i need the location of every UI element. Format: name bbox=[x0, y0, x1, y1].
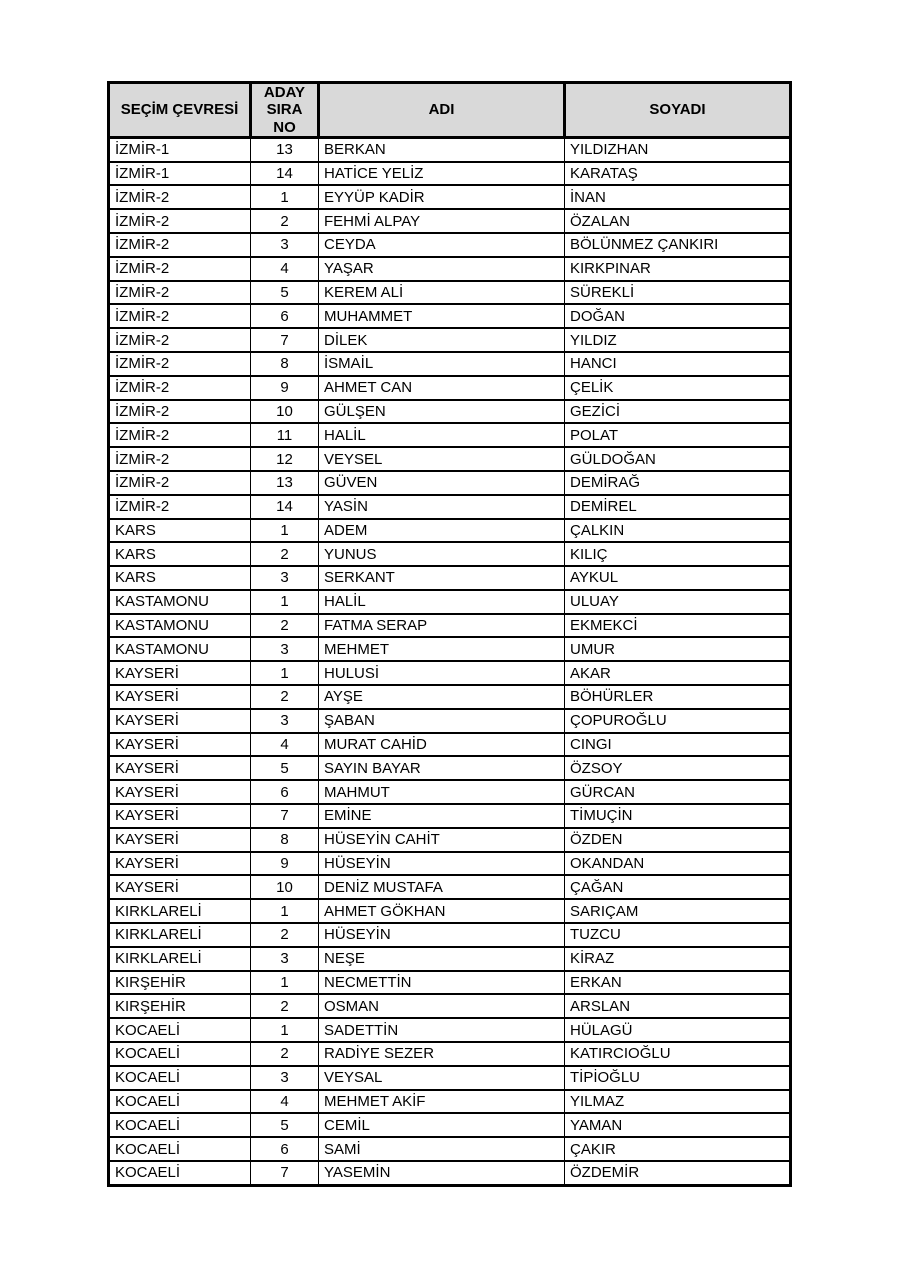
surname-cell: AKAR bbox=[565, 661, 791, 685]
header-row bbox=[109, 83, 791, 138]
district-cell: KAYSERİ bbox=[109, 852, 251, 876]
district-cell: KARS bbox=[109, 566, 251, 590]
name-cell: AHMET CAN bbox=[319, 376, 565, 400]
table-row bbox=[109, 519, 791, 543]
table-row bbox=[109, 1113, 791, 1137]
name-cell: YAŞAR bbox=[319, 257, 565, 281]
name-cell: OSMAN bbox=[319, 994, 565, 1018]
surname-cell: YILMAZ bbox=[565, 1090, 791, 1114]
order-no-cell: 5 bbox=[251, 281, 319, 305]
table-row bbox=[109, 257, 791, 281]
table-row bbox=[109, 923, 791, 947]
district-cell: KAYSERİ bbox=[109, 661, 251, 685]
district-cell: KIRŞEHİR bbox=[109, 971, 251, 995]
name-cell: YASİN bbox=[319, 495, 565, 519]
name-cell: BERKAN bbox=[319, 137, 565, 161]
district-cell: KAYSERİ bbox=[109, 828, 251, 852]
surname-cell: AYKUL bbox=[565, 566, 791, 590]
district-cell: KOCAELİ bbox=[109, 1066, 251, 1090]
order-no-cell: 10 bbox=[251, 400, 319, 424]
table-row bbox=[109, 733, 791, 757]
name-cell: SADETTİN bbox=[319, 1018, 565, 1042]
district-cell: KASTAMONU bbox=[109, 614, 251, 638]
order-no-cell: 6 bbox=[251, 780, 319, 804]
order-no-cell: 7 bbox=[251, 328, 319, 352]
surname-cell: KATIRCIOĞLU bbox=[565, 1042, 791, 1066]
surname-cell: OKANDAN bbox=[565, 852, 791, 876]
order-no-cell: 14 bbox=[251, 495, 319, 519]
order-no-cell: 2 bbox=[251, 209, 319, 233]
name-cell: HÜSEYİN bbox=[319, 923, 565, 947]
district-cell: İZMİR-2 bbox=[109, 423, 251, 447]
table-row bbox=[109, 947, 791, 971]
order-no-cell: 3 bbox=[251, 947, 319, 971]
surname-cell: ARSLAN bbox=[565, 994, 791, 1018]
surname-cell: TİPİOĞLU bbox=[565, 1066, 791, 1090]
name-cell: GÜVEN bbox=[319, 471, 565, 495]
table-row bbox=[109, 162, 791, 186]
order-no-cell: 7 bbox=[251, 1161, 319, 1185]
table-row bbox=[109, 304, 791, 328]
name-cell: RADİYE SEZER bbox=[319, 1042, 565, 1066]
surname-cell: DEMİRAĞ bbox=[565, 471, 791, 495]
table-row bbox=[109, 352, 791, 376]
surname-cell: TİMUÇİN bbox=[565, 804, 791, 828]
district-cell: İZMİR-2 bbox=[109, 376, 251, 400]
order-no-cell: 8 bbox=[251, 828, 319, 852]
table-row bbox=[109, 423, 791, 447]
order-no-cell: 1 bbox=[251, 1018, 319, 1042]
table-row bbox=[109, 994, 791, 1018]
surname-cell: ÇAKIR bbox=[565, 1137, 791, 1161]
table-row bbox=[109, 233, 791, 257]
table-row bbox=[109, 495, 791, 519]
surname-cell: BÖLÜNMEZ ÇANKIRI bbox=[565, 233, 791, 257]
surname-cell: SARIÇAM bbox=[565, 899, 791, 923]
column-header-adi: ADI bbox=[319, 83, 565, 138]
order-no-cell: 12 bbox=[251, 447, 319, 471]
district-cell: KAYSERİ bbox=[109, 875, 251, 899]
table-row bbox=[109, 209, 791, 233]
table-row bbox=[109, 1018, 791, 1042]
name-cell: GÜLŞEN bbox=[319, 400, 565, 424]
order-no-cell: 11 bbox=[251, 423, 319, 447]
surname-cell: YILDIZHAN bbox=[565, 137, 791, 161]
district-cell: KAYSERİ bbox=[109, 756, 251, 780]
name-cell: CEMİL bbox=[319, 1113, 565, 1137]
surname-cell: İNAN bbox=[565, 185, 791, 209]
table-row bbox=[109, 828, 791, 852]
surname-cell: ÖZALAN bbox=[565, 209, 791, 233]
surname-cell: ERKAN bbox=[565, 971, 791, 995]
table-row bbox=[109, 1161, 791, 1185]
district-cell: KASTAMONU bbox=[109, 590, 251, 614]
surname-cell: POLAT bbox=[565, 423, 791, 447]
name-cell: FATMA SERAP bbox=[319, 614, 565, 638]
name-cell: MEHMET AKİF bbox=[319, 1090, 565, 1114]
name-cell: HATİCE YELİZ bbox=[319, 162, 565, 186]
name-cell: VEYSAL bbox=[319, 1066, 565, 1090]
surname-cell: ÇALKIN bbox=[565, 519, 791, 543]
order-no-cell: 1 bbox=[251, 899, 319, 923]
name-cell: DİLEK bbox=[319, 328, 565, 352]
table-row bbox=[109, 1090, 791, 1114]
surname-cell: CINGI bbox=[565, 733, 791, 757]
name-cell: EMİNE bbox=[319, 804, 565, 828]
order-no-cell: 1 bbox=[251, 519, 319, 543]
surname-cell: BÖHÜRLER bbox=[565, 685, 791, 709]
column-header-aday-sira-no: ADAY SIRA NO bbox=[251, 83, 319, 138]
district-cell: KASTAMONU bbox=[109, 637, 251, 661]
table-row bbox=[109, 899, 791, 923]
order-no-cell: 1 bbox=[251, 661, 319, 685]
district-cell: İZMİR-2 bbox=[109, 471, 251, 495]
table-row bbox=[109, 852, 791, 876]
column-header-soyadi: SOYADI bbox=[565, 83, 791, 138]
district-cell: KOCAELİ bbox=[109, 1137, 251, 1161]
table-row bbox=[109, 542, 791, 566]
order-no-cell: 1 bbox=[251, 185, 319, 209]
district-cell: KAYSERİ bbox=[109, 709, 251, 733]
surname-cell: DEMİREL bbox=[565, 495, 791, 519]
order-no-cell: 3 bbox=[251, 637, 319, 661]
table-row bbox=[109, 447, 791, 471]
surname-cell: ÇOPUROĞLU bbox=[565, 709, 791, 733]
name-cell: MAHMUT bbox=[319, 780, 565, 804]
name-cell: İSMAİL bbox=[319, 352, 565, 376]
name-cell: VEYSEL bbox=[319, 447, 565, 471]
column-header-secim-cevresi: SEÇİM ÇEVRESİ bbox=[109, 83, 251, 138]
order-no-cell: 3 bbox=[251, 709, 319, 733]
district-cell: KOCAELİ bbox=[109, 1113, 251, 1137]
district-cell: İZMİR-2 bbox=[109, 304, 251, 328]
surname-cell: ÖZDEMİR bbox=[565, 1161, 791, 1185]
order-no-cell: 5 bbox=[251, 756, 319, 780]
district-cell: KOCAELİ bbox=[109, 1018, 251, 1042]
name-cell: HÜSEYİN bbox=[319, 852, 565, 876]
name-cell: AYŞE bbox=[319, 685, 565, 709]
district-cell: İZMİR-2 bbox=[109, 495, 251, 519]
table-row bbox=[109, 400, 791, 424]
name-cell: YUNUS bbox=[319, 542, 565, 566]
table-row bbox=[109, 1066, 791, 1090]
surname-cell: ÇAĞAN bbox=[565, 875, 791, 899]
order-no-cell: 2 bbox=[251, 542, 319, 566]
order-no-cell: 8 bbox=[251, 352, 319, 376]
name-cell: HULUSİ bbox=[319, 661, 565, 685]
district-cell: KARS bbox=[109, 519, 251, 543]
table-row bbox=[109, 709, 791, 733]
table-row bbox=[109, 137, 791, 161]
name-cell: CEYDA bbox=[319, 233, 565, 257]
table-row bbox=[109, 971, 791, 995]
surname-cell: GÜLDOĞAN bbox=[565, 447, 791, 471]
surname-cell: ÇELİK bbox=[565, 376, 791, 400]
order-no-cell: 6 bbox=[251, 304, 319, 328]
district-cell: KOCAELİ bbox=[109, 1161, 251, 1185]
order-no-cell: 9 bbox=[251, 376, 319, 400]
table-row bbox=[109, 661, 791, 685]
district-cell: İZMİR-2 bbox=[109, 209, 251, 233]
order-no-cell: 9 bbox=[251, 852, 319, 876]
district-cell: İZMİR-1 bbox=[109, 137, 251, 161]
surname-cell: UMUR bbox=[565, 637, 791, 661]
surname-cell: EKMEKCİ bbox=[565, 614, 791, 638]
surname-cell: ÖZSOY bbox=[565, 756, 791, 780]
order-no-cell: 10 bbox=[251, 875, 319, 899]
name-cell: ADEM bbox=[319, 519, 565, 543]
table-row bbox=[109, 281, 791, 305]
table-body bbox=[109, 137, 791, 1185]
candidate-list-table bbox=[107, 81, 792, 1187]
district-cell: KIRŞEHİR bbox=[109, 994, 251, 1018]
surname-cell: KILIÇ bbox=[565, 542, 791, 566]
name-cell: KEREM ALİ bbox=[319, 281, 565, 305]
district-cell: İZMİR-2 bbox=[109, 447, 251, 471]
name-cell: SERKANT bbox=[319, 566, 565, 590]
district-cell: KAYSERİ bbox=[109, 804, 251, 828]
table-row bbox=[109, 1042, 791, 1066]
district-cell: KARS bbox=[109, 542, 251, 566]
order-no-cell: 3 bbox=[251, 1066, 319, 1090]
order-no-cell: 6 bbox=[251, 1137, 319, 1161]
table-row bbox=[109, 185, 791, 209]
order-no-cell: 1 bbox=[251, 971, 319, 995]
surname-cell: HANCI bbox=[565, 352, 791, 376]
table-row bbox=[109, 685, 791, 709]
name-cell: SAYIN BAYAR bbox=[319, 756, 565, 780]
district-cell: İZMİR-2 bbox=[109, 233, 251, 257]
surname-cell: ÖZDEN bbox=[565, 828, 791, 852]
surname-cell: GEZİCİ bbox=[565, 400, 791, 424]
name-cell: MEHMET bbox=[319, 637, 565, 661]
name-cell: MURAT CAHİD bbox=[319, 733, 565, 757]
surname-cell: DOĞAN bbox=[565, 304, 791, 328]
name-cell: NEŞE bbox=[319, 947, 565, 971]
surname-cell: KİRAZ bbox=[565, 947, 791, 971]
district-cell: İZMİR-1 bbox=[109, 162, 251, 186]
table-row bbox=[109, 756, 791, 780]
name-cell: HÜSEYİN CAHİT bbox=[319, 828, 565, 852]
district-cell: İZMİR-2 bbox=[109, 281, 251, 305]
order-no-cell: 3 bbox=[251, 566, 319, 590]
table-row bbox=[109, 614, 791, 638]
order-no-cell: 2 bbox=[251, 994, 319, 1018]
order-no-cell: 4 bbox=[251, 1090, 319, 1114]
table-row bbox=[109, 566, 791, 590]
name-cell: HALİL bbox=[319, 423, 565, 447]
district-cell: İZMİR-2 bbox=[109, 352, 251, 376]
surname-cell: TUZCU bbox=[565, 923, 791, 947]
district-cell: KIRKLARELİ bbox=[109, 899, 251, 923]
name-cell: EYYÜP KADİR bbox=[319, 185, 565, 209]
name-cell: NECMETTİN bbox=[319, 971, 565, 995]
district-cell: KIRKLARELİ bbox=[109, 947, 251, 971]
table-row bbox=[109, 471, 791, 495]
name-cell: AHMET GÖKHAN bbox=[319, 899, 565, 923]
table-row bbox=[109, 376, 791, 400]
order-no-cell: 2 bbox=[251, 1042, 319, 1066]
order-no-cell: 5 bbox=[251, 1113, 319, 1137]
table-row bbox=[109, 590, 791, 614]
district-cell: İZMİR-2 bbox=[109, 328, 251, 352]
district-cell: İZMİR-2 bbox=[109, 400, 251, 424]
surname-cell: GÜRCAN bbox=[565, 780, 791, 804]
table-row bbox=[109, 804, 791, 828]
name-cell: SAMİ bbox=[319, 1137, 565, 1161]
order-no-cell: 13 bbox=[251, 471, 319, 495]
order-no-cell: 4 bbox=[251, 733, 319, 757]
district-cell: İZMİR-2 bbox=[109, 257, 251, 281]
district-cell: KAYSERİ bbox=[109, 733, 251, 757]
order-no-cell: 2 bbox=[251, 614, 319, 638]
name-cell: FEHMİ ALPAY bbox=[319, 209, 565, 233]
name-cell: DENİZ MUSTAFA bbox=[319, 875, 565, 899]
surname-cell: ULUAY bbox=[565, 590, 791, 614]
district-cell: İZMİR-2 bbox=[109, 185, 251, 209]
order-no-cell: 13 bbox=[251, 137, 319, 161]
table-row bbox=[109, 1137, 791, 1161]
order-no-cell: 2 bbox=[251, 923, 319, 947]
order-no-cell: 3 bbox=[251, 233, 319, 257]
order-no-cell: 7 bbox=[251, 804, 319, 828]
name-cell: ŞABAN bbox=[319, 709, 565, 733]
surname-cell: KARATAŞ bbox=[565, 162, 791, 186]
order-no-cell: 14 bbox=[251, 162, 319, 186]
name-cell: YASEMİN bbox=[319, 1161, 565, 1185]
order-no-cell: 2 bbox=[251, 685, 319, 709]
table-row bbox=[109, 637, 791, 661]
table-row bbox=[109, 780, 791, 804]
name-cell: HALİL bbox=[319, 590, 565, 614]
order-no-cell: 1 bbox=[251, 590, 319, 614]
table-row bbox=[109, 328, 791, 352]
district-cell: KOCAELİ bbox=[109, 1090, 251, 1114]
surname-cell: KIRKPINAR bbox=[565, 257, 791, 281]
surname-cell: YAMAN bbox=[565, 1113, 791, 1137]
name-cell: MUHAMMET bbox=[319, 304, 565, 328]
district-cell: KAYSERİ bbox=[109, 780, 251, 804]
table-row bbox=[109, 875, 791, 899]
district-cell: KAYSERİ bbox=[109, 685, 251, 709]
surname-cell: SÜREKLİ bbox=[565, 281, 791, 305]
order-no-cell: 4 bbox=[251, 257, 319, 281]
district-cell: KIRKLARELİ bbox=[109, 923, 251, 947]
surname-cell: YILDIZ bbox=[565, 328, 791, 352]
surname-cell: HÜLAGÜ bbox=[565, 1018, 791, 1042]
district-cell: KOCAELİ bbox=[109, 1042, 251, 1066]
